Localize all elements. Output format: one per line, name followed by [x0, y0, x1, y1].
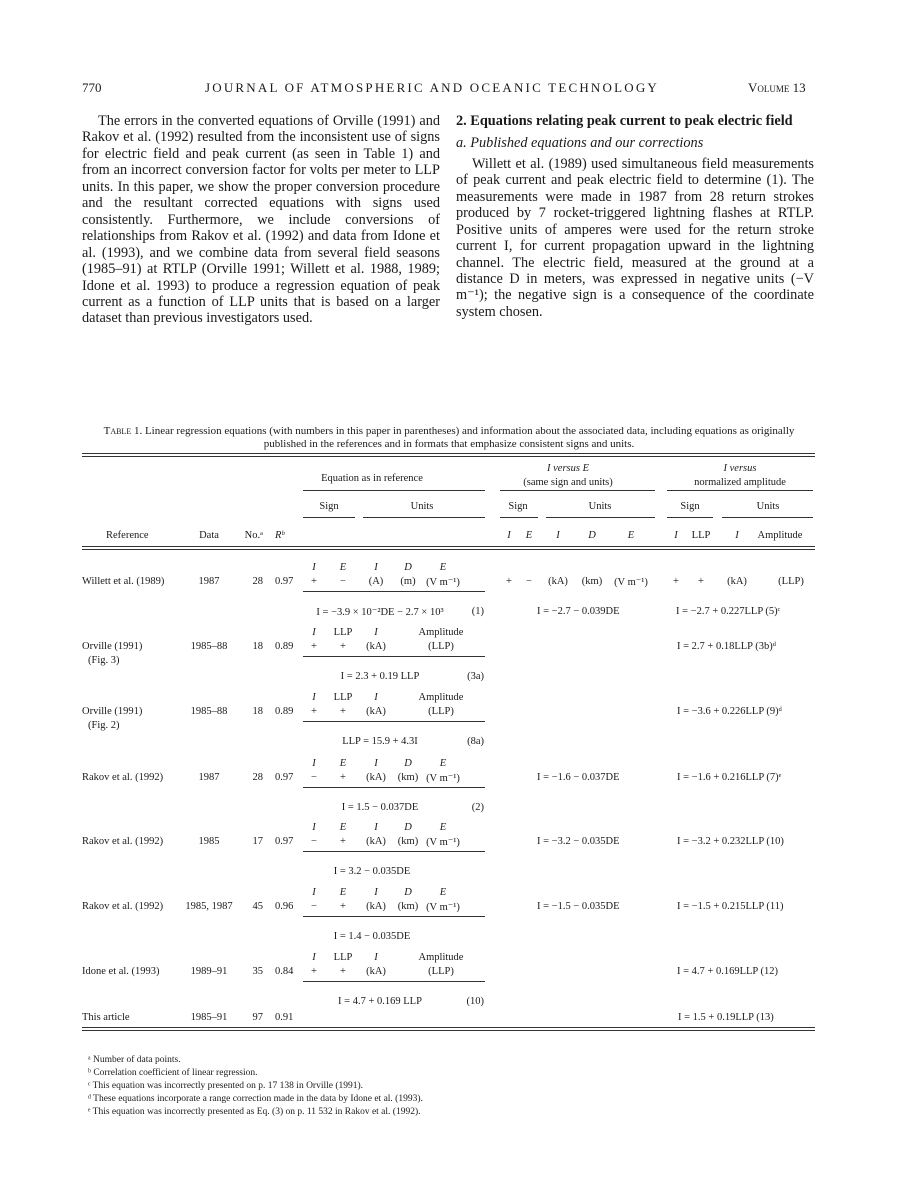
eq-symbol: Amplitude: [418, 627, 464, 638]
ive-sign: +: [506, 576, 512, 587]
eq-unit: (km): [397, 836, 419, 847]
row-r: 0.97: [275, 772, 294, 783]
eq-symbol: I: [312, 758, 316, 769]
row-reference-sub: (Fig. 3): [88, 655, 120, 666]
eq-unit: (LLP): [428, 706, 454, 717]
row-reference: This article: [82, 1012, 130, 1023]
eq-unit: (kA): [366, 966, 386, 977]
eq-unit: (m): [400, 576, 416, 587]
norm-equation: I = −2.7 + 0.227LLP (5)ᶜ: [676, 606, 781, 617]
eq-number: (3a): [467, 671, 484, 682]
row-n: 18: [252, 641, 263, 652]
eq-unit: (V m⁻¹): [426, 773, 460, 784]
row-data: 1985: [198, 836, 220, 847]
row-n: 17: [252, 836, 263, 847]
norm-sign: +: [673, 576, 679, 587]
subheader-sign: Sign: [508, 501, 528, 512]
eq-sign: +: [311, 706, 317, 717]
table-rule: [303, 490, 485, 491]
eq-sign: +: [340, 901, 346, 912]
eq-unit: (V m⁻¹): [426, 837, 460, 848]
table-rule: [500, 490, 655, 491]
eq-sign: +: [340, 706, 346, 717]
eq-unit: (kA): [366, 901, 386, 912]
eq-original: I = 1.5 − 0.037DE: [341, 802, 419, 813]
ive-equation: I = −1.6 − 0.037DE: [537, 772, 620, 783]
eq-unit: (kA): [366, 706, 386, 717]
norm-equation: I = 2.7 + 0.18LLP (3b)ᵈ: [677, 641, 777, 652]
header-same-sign-units: (same sign and units): [523, 477, 613, 488]
row-r: 0.97: [275, 836, 294, 847]
row-data: 1989–91: [190, 966, 228, 977]
row-data: 1985–91: [190, 1012, 228, 1023]
header-normalized-amplitude: normalized amplitude: [694, 477, 786, 488]
norm-equation: I = −1.6 + 0.216LLP (7)ᵉ: [677, 772, 782, 783]
norm-equation: I = −3.2 + 0.232LLP (10): [677, 836, 784, 847]
col-no: No.ᵃ: [244, 530, 263, 541]
subheader-units: Units: [756, 501, 780, 512]
footnote: ᵇ Correlation coefficient of linear regression.: [88, 1068, 258, 1078]
eq-number: (1): [471, 606, 484, 617]
table-rule: [363, 517, 485, 518]
eq-symbol: I: [374, 627, 378, 638]
row-reference: Rakov et al. (1992): [82, 901, 164, 912]
row-reference: Idone et al. (1993): [82, 966, 160, 977]
table-rule: [303, 517, 355, 518]
eq-sign: −: [311, 901, 317, 912]
table-label: Table 1.: [103, 425, 143, 437]
subheader-units: Units: [588, 501, 612, 512]
row-data: 1985–88: [190, 706, 228, 717]
eq-sign: +: [311, 576, 317, 587]
norm-equation: I = −3.6 + 0.226LLP (9)ᵈ: [677, 706, 782, 717]
eq-symbol: I: [374, 822, 378, 833]
eq-original: I = 3.2 − 0.035DE: [333, 866, 411, 877]
row-reference: Willett et al. (1989): [82, 576, 165, 587]
eq-symbol: I: [312, 692, 316, 703]
row-n: 35: [252, 966, 263, 977]
subheader-sign: Sign: [319, 501, 339, 512]
eq-number: (10): [466, 996, 484, 1007]
eq-symbol: I: [312, 627, 316, 638]
page-number: 770: [82, 80, 102, 95]
col-ive-2: I: [556, 530, 560, 541]
eq-symbol: I: [312, 562, 316, 573]
eq-symbol: E: [339, 758, 347, 769]
eq-original: LLP = 15.9 + 4.3I: [342, 736, 418, 747]
left-column: [82, 113, 440, 327]
subsection-heading: a. Published equations and our corrections: [456, 135, 704, 152]
row-reference: Orville (1991): [82, 706, 143, 717]
eq-symbol: LLP: [333, 692, 353, 703]
eq-symbol: E: [439, 887, 447, 898]
right-column: [456, 113, 814, 320]
eq-symbol: I: [374, 692, 378, 703]
eq-sign: +: [340, 966, 346, 977]
col-data: Data: [199, 530, 219, 541]
eq-unit: (kA): [366, 641, 386, 652]
row-r: 0.89: [275, 641, 294, 652]
eq-unit: (km): [397, 901, 419, 912]
col-norm-2: I: [735, 530, 739, 541]
norm-equation: I = 1.5 + 0.19LLP (13): [678, 1012, 774, 1023]
row-data: 1987: [198, 772, 220, 783]
norm-unit: (kA): [727, 576, 747, 587]
eq-symbol: I: [374, 952, 378, 963]
col-norm-3: Amplitude: [757, 530, 803, 541]
footnote: ᵃ Number of data points.: [88, 1055, 181, 1065]
eq-sign: −: [311, 836, 317, 847]
table-rule: [303, 981, 485, 982]
section-heading: 2. Equations relating peak current to peak electric field: [456, 113, 793, 129]
eq-sign: +: [340, 641, 346, 652]
eq-original: I = −3.9 × 10⁻²DE − 2.7 × 10³: [316, 607, 444, 618]
ive-unit: (V m⁻¹): [614, 577, 648, 588]
col-r: Rᵇ: [275, 530, 285, 541]
subheader-units: Units: [410, 501, 434, 512]
eq-symbol: I: [374, 758, 378, 769]
footnote: ᵉ This equation was incorrectly presented as Eq. (3) on p. 11 532 in Rakov et al. (1992).: [88, 1107, 421, 1117]
row-data: 1987: [198, 576, 220, 587]
eq-symbol: E: [439, 758, 447, 769]
row-r: 0.96: [275, 901, 294, 912]
eq-symbol: I: [312, 887, 316, 898]
eq-sign: +: [340, 836, 346, 847]
section-paragraph: Willett et al. (1989) used simultaneous field measurements of peak current and peak electric field to determine (1). The measurements were made in 1987 from 28 return strokes produced by 7 rocket-triggered lightning flashes at RTLP. Positive units of amperes were used for the return stroke current I, for current propagation upward in the lightning channel. The electric field, measured at the ground at a distance D in meters, was expressed in negative units (−V m⁻¹); the negative sign is a consequence of the coordinate system chosen.: [456, 155, 814, 320]
eq-sign: +: [340, 772, 346, 783]
eq-symbol: Amplitude: [418, 952, 464, 963]
eq-symbol: D: [404, 822, 412, 833]
row-n: 45: [252, 901, 263, 912]
ive-equation: I = −2.7 − 0.039DE: [537, 606, 620, 617]
col-ive-3: D: [588, 530, 596, 541]
table-rule: [303, 721, 485, 722]
row-r: 0.89: [275, 706, 294, 717]
row-n: 28: [252, 772, 263, 783]
ive-sign: −: [526, 576, 532, 587]
col-norm-0: I: [674, 530, 678, 541]
eq-unit: (V m⁻¹): [426, 902, 460, 913]
eq-original: I = 1.4 − 0.035DE: [333, 931, 411, 942]
eq-symbol: E: [439, 562, 447, 573]
intro-paragraph: The errors in the converted equations of Orville (1991) and Rakov et al. (1992) resulted from the inconsistent use of signs for electric field and peak current (as seen in Table 1) and from an incorrect conversion factor for volts per meter to LLP units. In this paper, we show the proper conversion procedure and the resultant corrected equations with signs used consistently. Furthermore, we include conversions of relationships from Rakov et al. (1992) and data from Idone et al. (1993), and we combine data from several field seasons (1985–91) at RTLP (Orville 1991; Willett et al. 1988, 1989; Idone et al. 1993) to produce a regression equation of peak current as a function of LLP units that is based on a larger dataset than previous investigators used.: [82, 113, 440, 327]
col-ive-0: I: [507, 530, 511, 541]
norm-unit: (LLP): [778, 576, 804, 587]
header-i-versus-e: I versus E: [547, 463, 589, 474]
table-caption: [85, 425, 813, 451]
norm-equation: I = 4.7 + 0.169LLP (12): [677, 966, 778, 977]
eq-unit: (km): [397, 772, 419, 783]
row-r: 0.84: [275, 966, 294, 977]
eq-symbol: E: [439, 822, 447, 833]
row-reference: Rakov et al. (1992): [82, 772, 164, 783]
eq-sign: +: [311, 641, 317, 652]
header-i-versus: I versus: [723, 463, 757, 474]
eq-number: (8a): [467, 736, 484, 747]
eq-symbol: E: [339, 887, 347, 898]
row-r: 0.97: [275, 576, 294, 587]
row-reference: Rakov et al. (1992): [82, 836, 164, 847]
eq-symbol: D: [404, 562, 412, 573]
row-n: 28: [252, 576, 263, 587]
caption-text: Linear regression equations (with numbers in this paper in parentheses) and information about the associated data, including equations as originally published in the references and in formats that emphasize consistent signs and units.: [144, 425, 795, 450]
col-norm-1: LLP: [691, 530, 711, 541]
col-ive-1: E: [525, 530, 533, 541]
table-rule: [82, 1027, 815, 1031]
eq-symbol: Amplitude: [418, 692, 464, 703]
eq-number: (2): [471, 802, 484, 813]
eq-unit: (kA): [366, 772, 386, 783]
table-rule: [500, 517, 538, 518]
volume-label: Volume 13: [748, 80, 806, 95]
table-rule: [546, 517, 655, 518]
table-rule: [667, 517, 713, 518]
eq-unit: (V m⁻¹): [426, 577, 460, 588]
journal-title: JOURNAL OF ATMOSPHERIC AND OCEANIC TECHNOLOGY: [205, 80, 659, 95]
eq-symbol: I: [374, 562, 378, 573]
eq-symbol: E: [339, 562, 347, 573]
eq-sign: +: [311, 966, 317, 977]
col-reference: Reference: [106, 530, 149, 541]
ive-unit: (kA): [548, 576, 568, 587]
ive-unit: (km): [581, 576, 603, 587]
table-rule: [303, 916, 485, 917]
header-equation-as-in-reference: Equation as in reference: [321, 473, 423, 484]
row-data: 1985–88: [190, 641, 228, 652]
eq-original: I = 2.3 + 0.19 LLP: [340, 671, 420, 682]
eq-symbol: D: [404, 887, 412, 898]
eq-symbol: E: [339, 822, 347, 833]
row-r: 0.91: [275, 1012, 294, 1023]
row-n: 97: [252, 1012, 263, 1023]
table-rule: [303, 787, 485, 788]
footnote: ᶜ This equation was incorrectly presented on p. 17 138 in Orville (1991).: [88, 1081, 364, 1091]
eq-sign: −: [311, 772, 317, 783]
eq-symbol: I: [312, 822, 316, 833]
table-rule: [303, 591, 485, 592]
eq-unit: (A): [368, 576, 384, 587]
norm-equation: I = −1.5 + 0.215LLP (11): [677, 901, 784, 912]
eq-sign: −: [340, 576, 346, 587]
col-ive-4: E: [627, 530, 635, 541]
table-rule: [82, 546, 815, 550]
subheader-sign: Sign: [680, 501, 700, 512]
eq-unit: (kA): [366, 836, 386, 847]
eq-unit: (LLP): [428, 966, 454, 977]
row-reference-sub: (Fig. 2): [88, 720, 120, 731]
row-reference: Orville (1991): [82, 641, 143, 652]
eq-symbol: LLP: [333, 952, 353, 963]
row-data: 1985, 1987: [185, 901, 233, 912]
eq-symbol: D: [404, 758, 412, 769]
table-rule: [667, 490, 813, 491]
ive-equation: I = −3.2 − 0.035DE: [537, 836, 620, 847]
eq-symbol: I: [374, 887, 378, 898]
row-n: 18: [252, 706, 263, 717]
eq-original: I = 4.7 + 0.169 LLP: [338, 996, 422, 1007]
table-rule: [82, 453, 815, 457]
table-rule: [303, 656, 485, 657]
norm-sign: +: [698, 576, 704, 587]
table-rule: [722, 517, 813, 518]
eq-symbol: I: [312, 952, 316, 963]
eq-symbol: LLP: [333, 627, 353, 638]
table-rule: [303, 851, 485, 852]
eq-unit: (LLP): [428, 641, 454, 652]
ive-equation: I = −1.5 − 0.035DE: [537, 901, 620, 912]
footnote: ᵈ These equations incorporate a range correction made in the data by Idone et al. (1993).: [88, 1094, 423, 1104]
